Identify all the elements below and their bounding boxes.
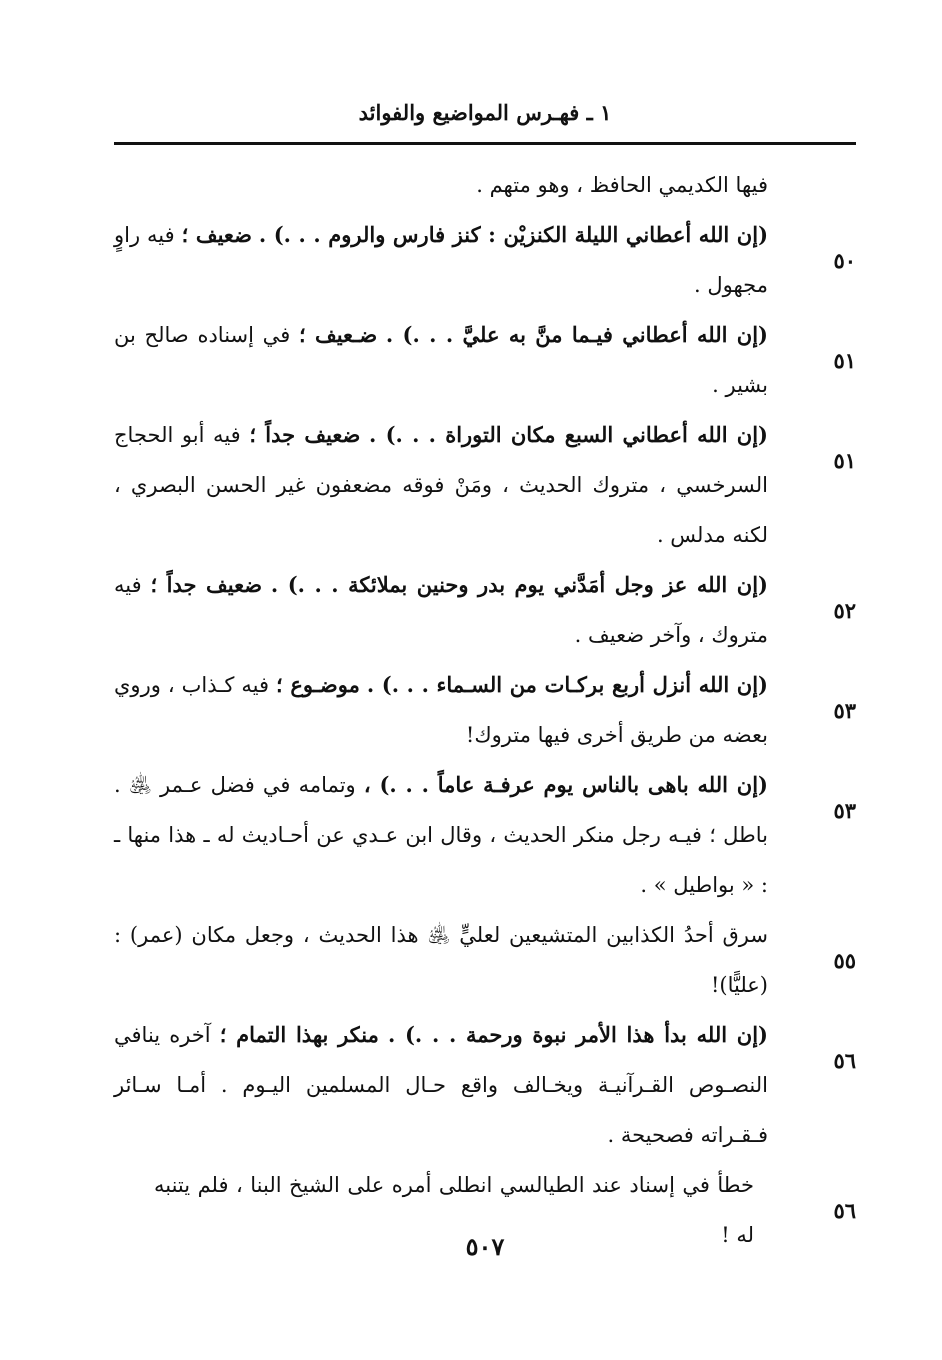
entry-number: ٥٠	[833, 248, 856, 273]
grade-label: ضعيف ؛	[181, 222, 252, 247]
entry-number: ٥٢	[833, 598, 856, 623]
entry-body	[114, 910, 768, 1010]
hadith-text: (إن الله عز وجل أمَدَّني يوم بدر وحنين بملائكة . . .) .	[270, 572, 768, 597]
entry-body	[114, 760, 768, 910]
grade-label: ضعيف جداً ؛	[249, 422, 361, 447]
entry-note: وتمامه في فضل عـمر ﵁ . باطل ؛ فيـه رجل منكر الحديث ، وقال ابن عـدي عن أحـاديث له ـ هذا منها ـ : « بواطيل » .	[114, 773, 768, 897]
grade-label: ضـعيف ؛	[298, 322, 378, 347]
index-entry	[114, 410, 856, 560]
entry-body	[114, 1010, 768, 1160]
entry-note: فيه متروك ، وآخر ضعيف .	[114, 573, 768, 647]
hadith-text: (إن الله باهى بالناس يوم عرفـة عاماً . . .) ،	[363, 772, 768, 797]
hadith-text: (إن الله أعطاني الليلة الكنزيْن : كنز فارس والروم . . .) .	[258, 222, 769, 247]
index-entry	[114, 210, 856, 310]
entry-note: فيه أبو الحجاج السرخسي ، متروك الحديث ، ومَنْ فوقه مضعفون غير الحسن البصري ، لكنه مدلس .	[114, 423, 768, 547]
entry-number: ٥١	[833, 448, 856, 473]
entry-body	[114, 210, 768, 310]
continuation-line: فيها الكديمي الحافظ ، وهو متهم .	[476, 173, 768, 197]
hadith-text: (إن الله أنزل أربع بركـات من السـماء . . .) .	[366, 672, 768, 697]
entry-number: ٥٥	[833, 948, 856, 973]
entry-note: سرق أحدُ الكذابين المتشيعين لعليٍّ ﵁ هذا الحديث ، وجعل مكان (عمر) : (عليًّا)!	[114, 923, 768, 997]
index-entry	[114, 1010, 856, 1160]
index-entry	[114, 560, 856, 660]
entry-note: فيه راوٍ مجهول .	[114, 223, 768, 297]
grade-label: منكر بهذا التمام ؛	[219, 1022, 379, 1047]
grade-label: موضـوع ؛	[276, 672, 360, 697]
entry-body	[114, 660, 768, 760]
entry-number: ٥٣	[833, 698, 856, 723]
index-entry	[114, 310, 856, 410]
entry-body	[114, 410, 768, 560]
index-content	[114, 160, 856, 1260]
entry-number: ٥٦	[833, 1198, 856, 1223]
index-entry	[114, 660, 856, 760]
hadith-text: (إن الله أعطاني السبع مكان التوراة . . .) .	[369, 422, 768, 447]
entry-note: خطأ في إسناد عند الطيالسي انطلى أمره على الشيخ البنا ، فلم يتنبه له !	[154, 1173, 754, 1247]
index-entry	[114, 910, 856, 1010]
hadith-text: (إن الله بدأ هذا الأمر نبوة ورحمة . . .) .	[387, 1022, 768, 1047]
entry-note: فيه كـذاب ، وروي بعضه من طريق أخرى فيها متروك!	[114, 673, 768, 747]
entry-body	[114, 560, 768, 660]
entry-body	[114, 310, 768, 410]
entry-number: ٥١	[833, 348, 856, 373]
grade-label: ضعيف جداً ؛	[150, 572, 263, 597]
header-rule	[114, 142, 856, 145]
entry-note: في إسناده صالح بن بشير .	[114, 323, 768, 397]
entry-number: ٥٣	[833, 798, 856, 823]
entry-note: آخره ينافي النصـوص القـرآنيـة ويخـالف واقع حـال المسلمين اليـوم . أمـا سـائر فـقـراته فصحيحة .	[114, 1023, 768, 1147]
index-entry	[114, 760, 856, 910]
hadith-text: (إن الله أعطاني فيـما منَّ به عليَّ . . .) .	[385, 322, 768, 347]
running-header: ١ ـ فهـرس المواضيع والفوائد	[358, 100, 612, 125]
entry-number: ٥٦	[833, 1048, 856, 1073]
page-number: ٥٠٧	[465, 1232, 505, 1261]
